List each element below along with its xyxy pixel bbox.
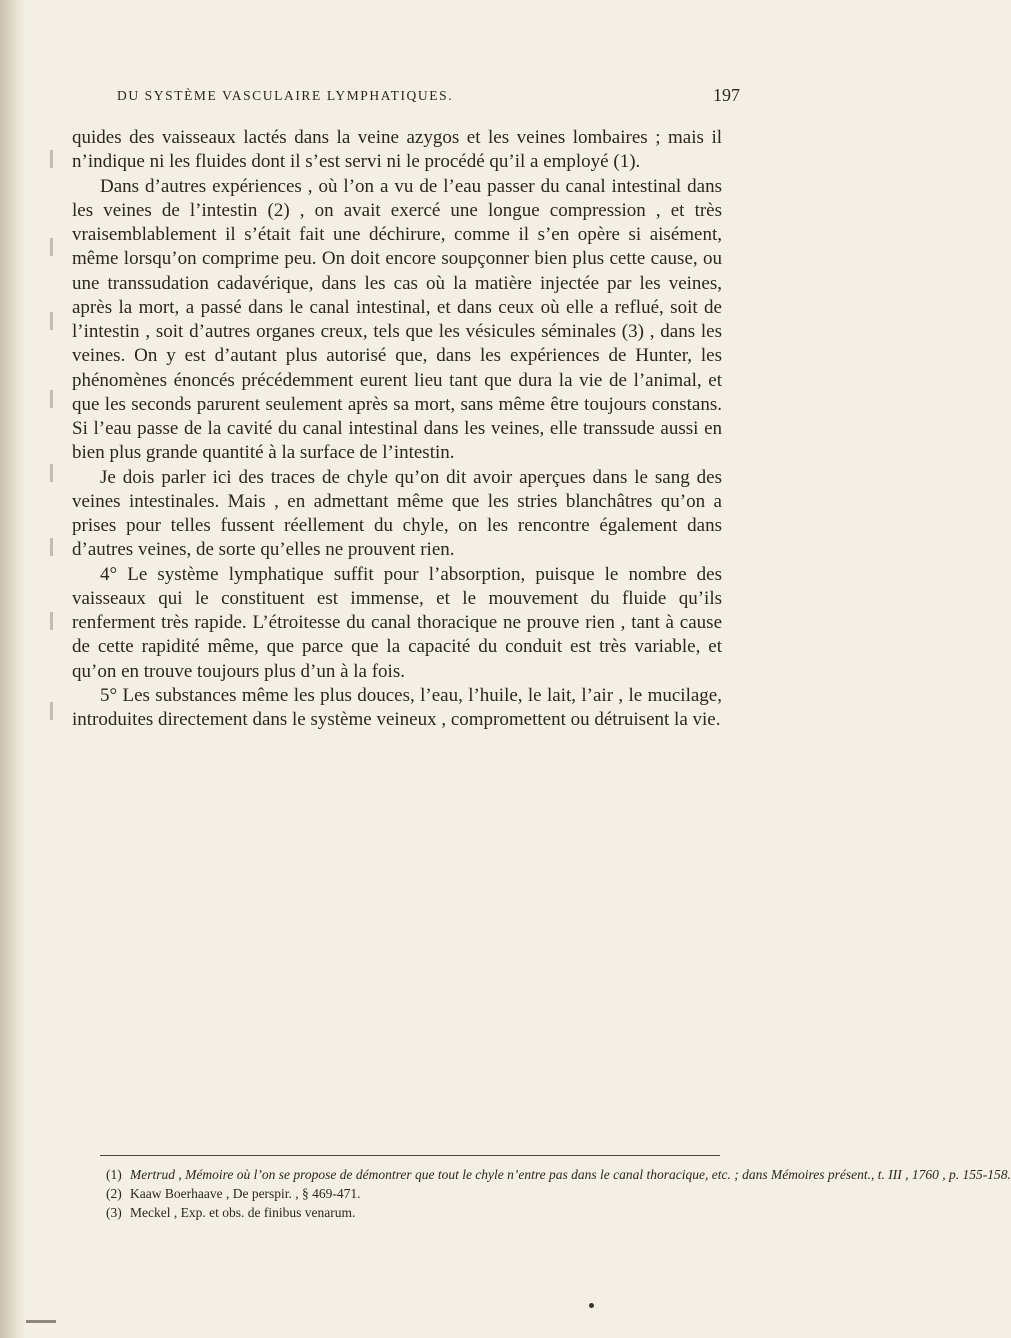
- paragraph: quides des vaisseaux lactés dans la veine azygos et les veines lombaires ; mais il n’indique ni les fluides dont il s’est servi ni le procédé qu’il a employé (1).: [72, 127, 722, 173]
- paragraph: 5° Les substances même les plus douces, l’eau, l’huile, le lait, l’air , le mucilage, introduites directement dans le système veineux , compromettent ou détruisent la vie.: [72, 684, 722, 730]
- footnote: [106, 1165, 1011, 1184]
- page-gutter-shadow: [0, 0, 26, 1338]
- footnote-number: (3): [106, 1205, 122, 1220]
- footnote-text: Kaaw Boerhaave , De perspir. , § 469-471.: [130, 1186, 361, 1201]
- paragraph: Je dois parler ici des traces de chyle qu’on dit avoir aperçues dans le sang des veines intestinales. Mais , en admettant même que les stries blanchâtres qu’on a prises pour telles fussent réellement du chyle, on les rencontre également dans d’autres veines, de sorte qu’elles ne prouvent rien.: [72, 466, 722, 561]
- footnote: [106, 1184, 718, 1203]
- margin-marks: [50, 142, 64, 942]
- running-head: [0, 85, 800, 112]
- footnotes: [106, 1165, 1011, 1222]
- footnote-text: Meckel , Exp. et obs. de finibus venarum.: [130, 1205, 356, 1220]
- page-number: 197: [713, 85, 740, 105]
- ink-dot: [589, 1303, 594, 1308]
- running-title: DU SYSTÈME VASCULAIRE LYMPHATIQUES.: [117, 88, 454, 103]
- footnote-number: (2): [106, 1186, 122, 1201]
- footnote-text: Mertrud , Mémoire où l’on se propose de démontrer que tout le chyle n’entre pas dans le canal thoracique, etc. ; dans Mémoires présent., t. III , 1760 , p. 155-158.: [130, 1167, 1011, 1182]
- binding-mark: [26, 1320, 56, 1323]
- paragraph: 4° Le système lymphatique suffit pour l’absorption, puisque le nombre des vaisseaux qui le constituent est immense, et le mouvement du fluide qu’ils renferment très rapide. L’étroitesse du canal thoracique ne prouve rien , tant à cause de cette rapidité même, que parce que la capacité du conduit est très variable, et qu’on en trouve toujours plus d’un à la fois.: [72, 563, 722, 682]
- paragraph: Dans d’autres expériences , où l’on a vu de l’eau passer du canal intestinal dans les veines de l’intestin (2) , on avait exercé une longue compression , et très vraisemblablement il s’était fait une déchirure, comme il s’en opère si aisément, même lorsqu’on comprime peu. On doit encore soupçonner bien plus cette cause, ou une transsudation cadavérique, dans les cas où la matière injectée par les veines, après la mort, a passé dans le canal intestinal, et dans ceux où elle a reflué, soit de l’intestin , soit d’autres organes creux, tels que les vésicules séminales (3) , dans les veines. On y est d’autant plus autorisé que, dans les expériences de Hunter, les phénomènes énoncés précédemment eurent lieu tant que dura la vie de l’animal, et que les seconds parurent seulement après sa mort, sans même être toujours constans. Si l’eau passe de la cavité du canal intestinal dans les veines, elle transsude aussi en bien plus grande quantité à la surface de l’intestin.: [72, 175, 722, 464]
- footnote-rule: [100, 1155, 720, 1156]
- footnote: [106, 1203, 718, 1222]
- footnote-number: (1): [106, 1167, 122, 1182]
- body-text: [72, 126, 722, 732]
